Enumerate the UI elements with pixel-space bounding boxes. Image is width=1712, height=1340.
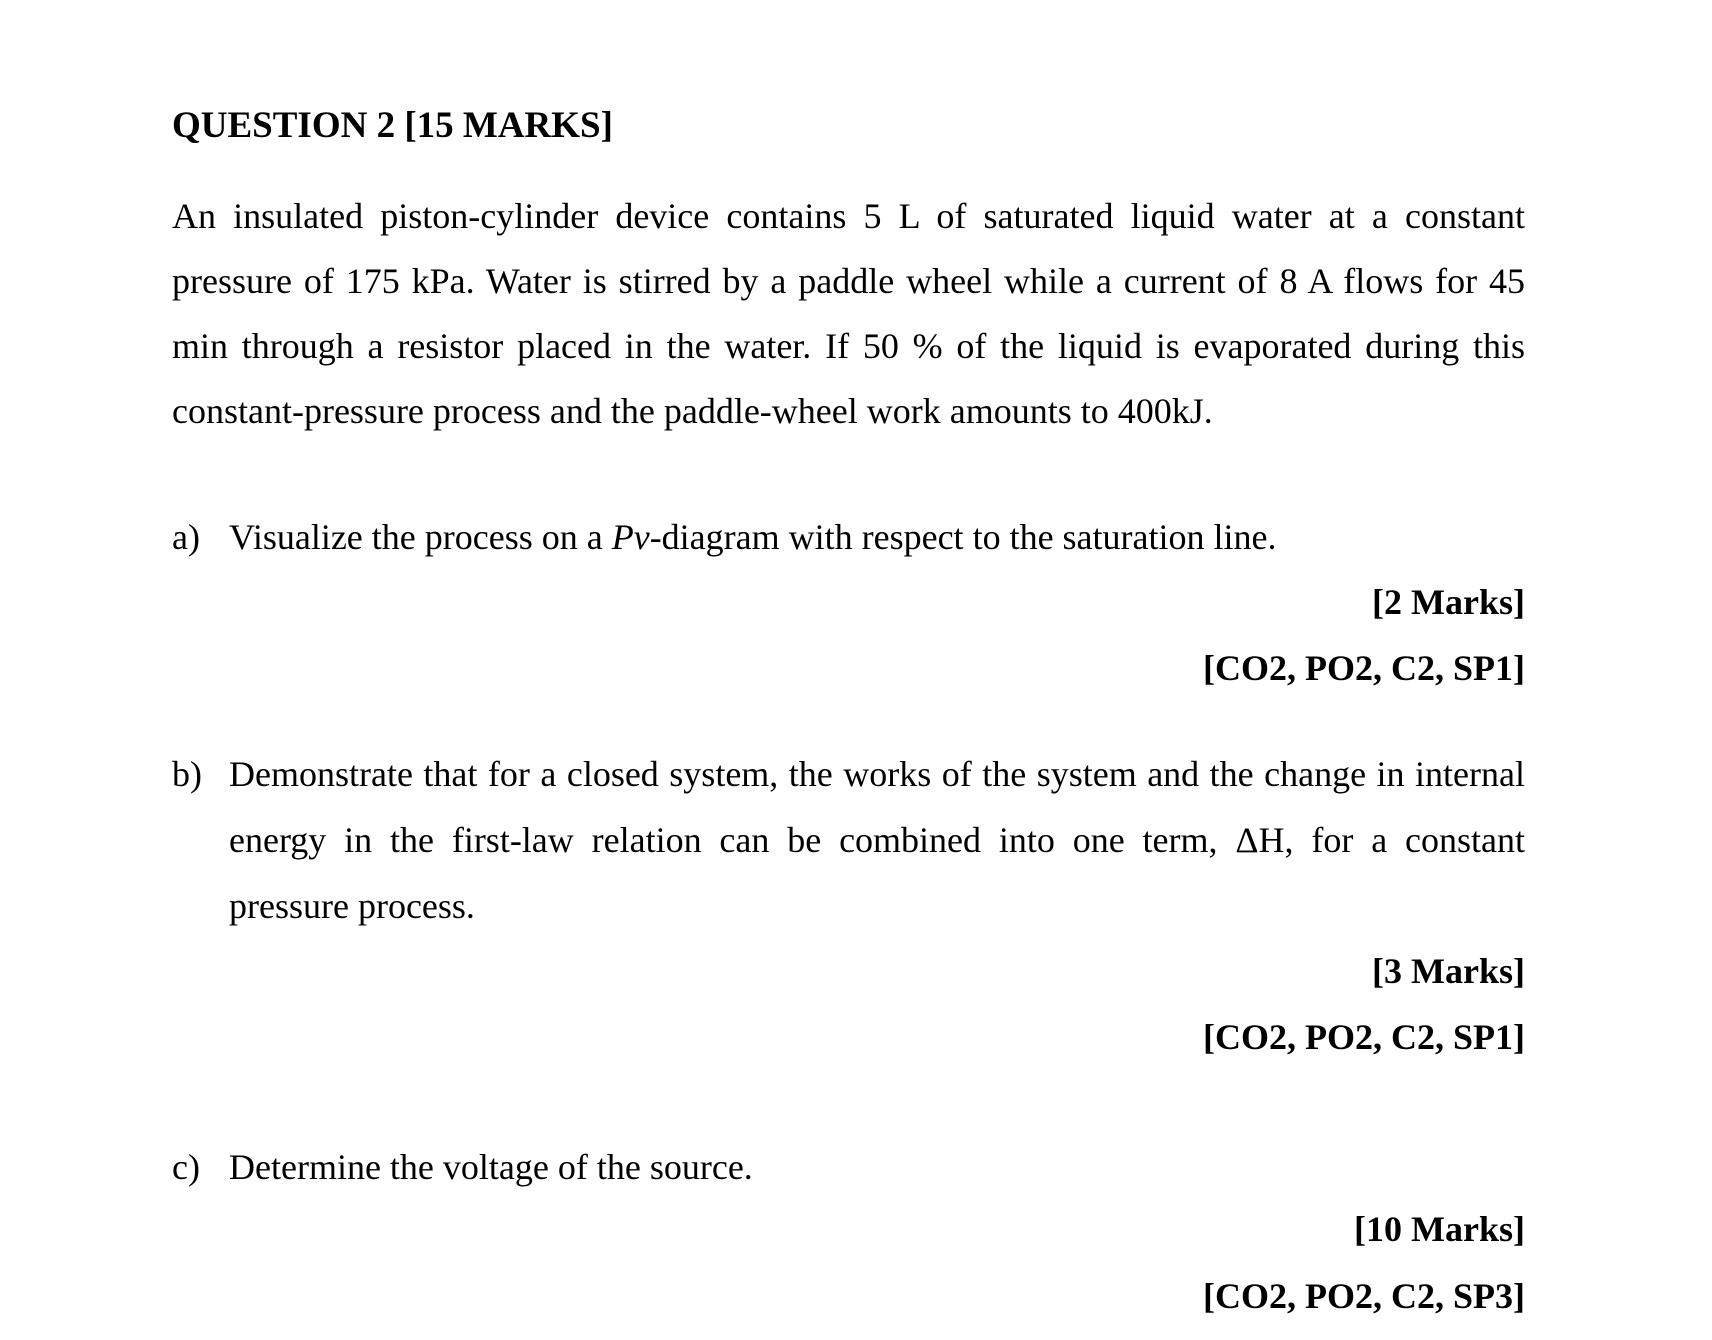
intro-line: An insulated piston-cylinder device contains 5 L of saturated liquid water at a constant	[172, 196, 1525, 236]
part-a-label: a)	[172, 517, 200, 557]
part-b-line: energy in the first-law relation can be combined into one term, ΔH, for a constant	[229, 820, 1525, 860]
question-intro	[172, 184, 1525, 444]
part-b-text	[229, 741, 1525, 939]
part-a-outcomes: [CO2, PO2, C2, SP1]	[1203, 648, 1525, 688]
part-b-outcomes: [CO2, PO2, C2, SP1]	[1203, 1017, 1525, 1057]
part-a-marks: [2 Marks]	[1372, 582, 1525, 622]
intro-line: constant-pressure process and the paddle-wheel work amounts to 400kJ.	[172, 391, 1213, 431]
part-c-outcomes: [CO2, PO2, C2, SP3]	[1203, 1276, 1525, 1316]
part-a-text-after: -diagram with respect to the saturation line.	[649, 517, 1277, 557]
part-a-text	[229, 504, 1525, 570]
part-a-text-before: Visualize the process on a	[229, 517, 612, 557]
part-c-label: c)	[172, 1147, 200, 1187]
intro-line: pressure of 175 kPa. Water is stirred by a paddle wheel while a current of 8 A flows for 45	[172, 261, 1525, 301]
part-b-line: pressure process.	[229, 886, 475, 926]
part-b	[172, 741, 1525, 939]
part-a-text-italic: Pv	[611, 517, 650, 557]
question-title: QUESTION 2 [15 MARKS]	[172, 105, 613, 146]
part-b-line: Demonstrate that for a closed system, the works of the system and the change in internal	[229, 754, 1525, 794]
part-b-marks: [3 Marks]	[1372, 951, 1525, 991]
intro-line: min through a resistor placed in the water. If 50 % of the liquid is evaporated during this	[172, 326, 1525, 366]
part-c-text: Determine the voltage of the source.	[229, 1147, 753, 1187]
part-a	[172, 504, 1525, 570]
part-c-marks: [10 Marks]	[1354, 1209, 1525, 1249]
part-b-label: b)	[172, 754, 202, 794]
part-c	[172, 1134, 1525, 1200]
